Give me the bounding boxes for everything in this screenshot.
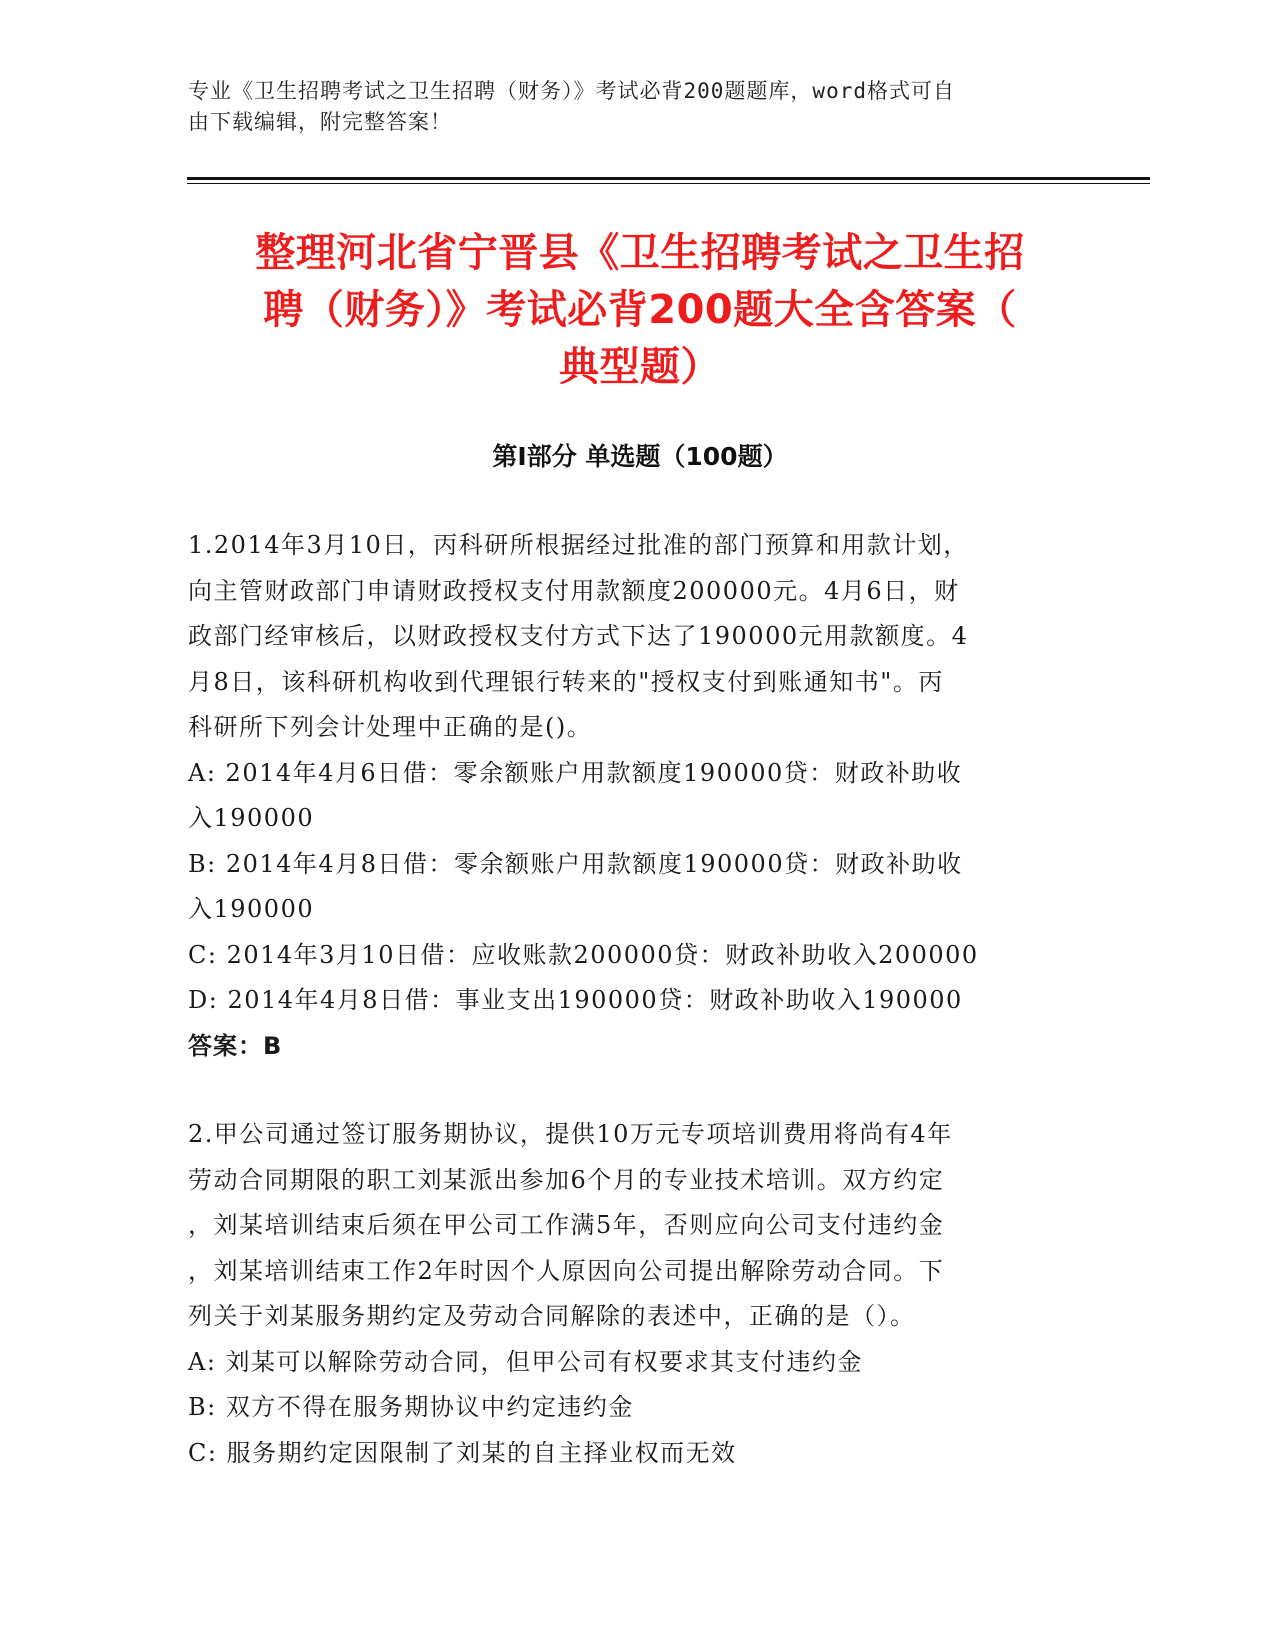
question-stem-line: 政部门经审核后，以财政授权支付方式下达了190000元用款额度。4 xyxy=(188,622,969,650)
header-note xyxy=(188,76,1088,138)
question-stem-line: 劳动合同期限的职工刘某派出参加6个月的专业技术培训。双方约定 xyxy=(188,1165,945,1194)
option-line: C: 2014年3月10日借：应收账款200000贷：财政补助收入200000 xyxy=(188,940,979,969)
question-stem-line: ，刘某培训结束工作2年时因个人原因向公司提出解除劳动合同。下 xyxy=(188,1256,945,1285)
option-line: 入190000 xyxy=(188,895,315,923)
question-stem-line: 月8日，该科研机构收到代理银行转来的"授权支付到账通知书"。丙 xyxy=(188,667,944,696)
question-stem-line: 1.2014年3月10日，丙科研所根据经过批准的部门预算和用款计划， xyxy=(188,531,969,559)
title-line: 典型题） xyxy=(559,344,721,390)
section-title: 第Ⅰ部分 单选题（100题） xyxy=(492,442,788,471)
header-note-line: 专业《卫生招聘考试之卫生招聘（财务）》考试必背200题题库，word格式可自 xyxy=(188,79,955,103)
option-line: A: 刘某可以解除劳动合同，但甲公司有权要求其支付违约金 xyxy=(188,1347,864,1376)
question-stem-line: ，刘某培训结束后须在甲公司工作满5年，否则应向公司支付违约金 xyxy=(188,1211,945,1239)
question-stem-line: 向主管财政部门申请财政授权支付用款额度200000元。4月6日，财 xyxy=(188,576,960,605)
answer-label: 答案：B xyxy=(188,1031,283,1060)
option-line: A: 2014年4月6日借：零余额账户用款额度190000贷：财政补助收 xyxy=(188,758,963,787)
document-title xyxy=(190,225,1090,396)
question-stem-line: 科研所下列会计处理中正确的是()。 xyxy=(188,713,593,741)
question-2 xyxy=(188,1112,1068,1476)
header-divider-thin xyxy=(187,183,1150,184)
title-line: 整理河北省宁晋县《卫生招聘考试之卫生招 xyxy=(255,230,1025,276)
option-line: D: 2014年4月8日借：事业支出190000贷：财政补助收入190000 xyxy=(188,986,963,1014)
option-line: 入190000 xyxy=(188,804,315,832)
header-note-line: 由下载编辑，附完整答案！ xyxy=(188,110,452,134)
question-stem-line: 2.甲公司通过签订服务期协议，提供10万元专项培训费用将尚有4年 xyxy=(188,1120,953,1148)
option-line: C: 服务期约定因限制了刘某的自主择业权而无效 xyxy=(188,1438,737,1467)
option-line: B: 2014年4月8日借：零余额账户用款额度190000贷：财政补助收 xyxy=(188,849,963,878)
title-line: 聘（财务）》考试必背200题大全含答案（ xyxy=(263,287,1017,333)
header-divider xyxy=(187,177,1150,180)
option-line: B: 双方不得在服务期协议中约定违约金 xyxy=(188,1393,634,1421)
question-stem-line: 列关于刘某服务期约定及劳动合同解除的表述中，正确的是（）。 xyxy=(188,1302,916,1330)
question-1 xyxy=(188,523,1068,1069)
